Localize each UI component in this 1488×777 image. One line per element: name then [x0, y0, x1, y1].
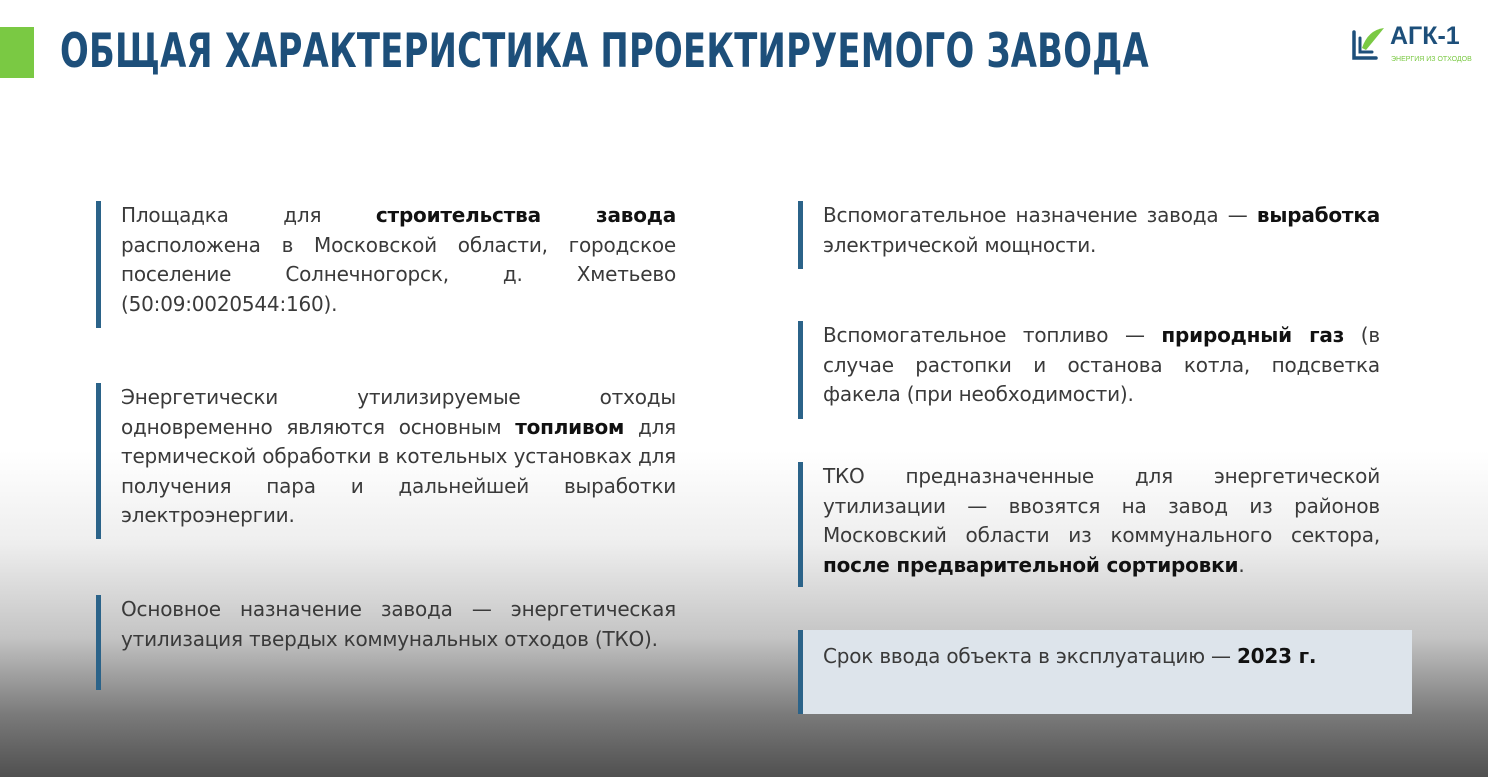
logo-tagline: ЭНЕРГИЯ ИЗ ОТХОДОВ [1391, 56, 1472, 63]
page-title: ОБЩАЯ ХАРАКТЕРИСТИКА ПРОЕКТИРУЕМОГО ЗАВОДА [60, 24, 1149, 79]
company-logo [1348, 22, 1484, 68]
aux-purpose-text: Вспомогательное назначение завода — выработка электрической мощности. [823, 203, 1380, 257]
info-block-deadline [798, 630, 1412, 714]
logo-icon [1348, 24, 1388, 64]
msw-text: ТКО предназначенные для энергетической утилизации — ввозятся на завод из районов Московский области из коммунального сектора, после предварительной сортировки. [823, 464, 1380, 577]
aux-fuel-text: Вспомогательное топливо — природный газ (в случае растопки и останова котла, подсветка факела (при необходимости). [823, 323, 1380, 406]
fuel-text: Энергетически утилизируемые отходы одновременно являются основным топливом для термической обработки в котельных установках для получения пара и дальнейшей выработки электроэнергии. [121, 385, 676, 527]
purpose-text: Основное назначение завода — энергетическая утилизация твердых коммунальных отходов (ТКО). [121, 597, 676, 651]
deadline-text: Срок ввода объекта в эксплуатацию — 2023 г. [823, 644, 1317, 668]
info-block-site [96, 201, 676, 328]
info-block-purpose [96, 595, 676, 690]
site-text: Площадка для строительства завода расположена в Московской области, городское поселение Солнечногорск, д. Хметьево (50:09:0020544:160). [121, 203, 676, 316]
info-block-aux-fuel [798, 321, 1380, 419]
info-block-aux-purpose [798, 201, 1380, 269]
title-accent-bar [0, 27, 34, 78]
info-block-msw [798, 462, 1380, 587]
info-block-fuel [96, 383, 676, 539]
logo-name: АГК-1 [1390, 22, 1460, 50]
